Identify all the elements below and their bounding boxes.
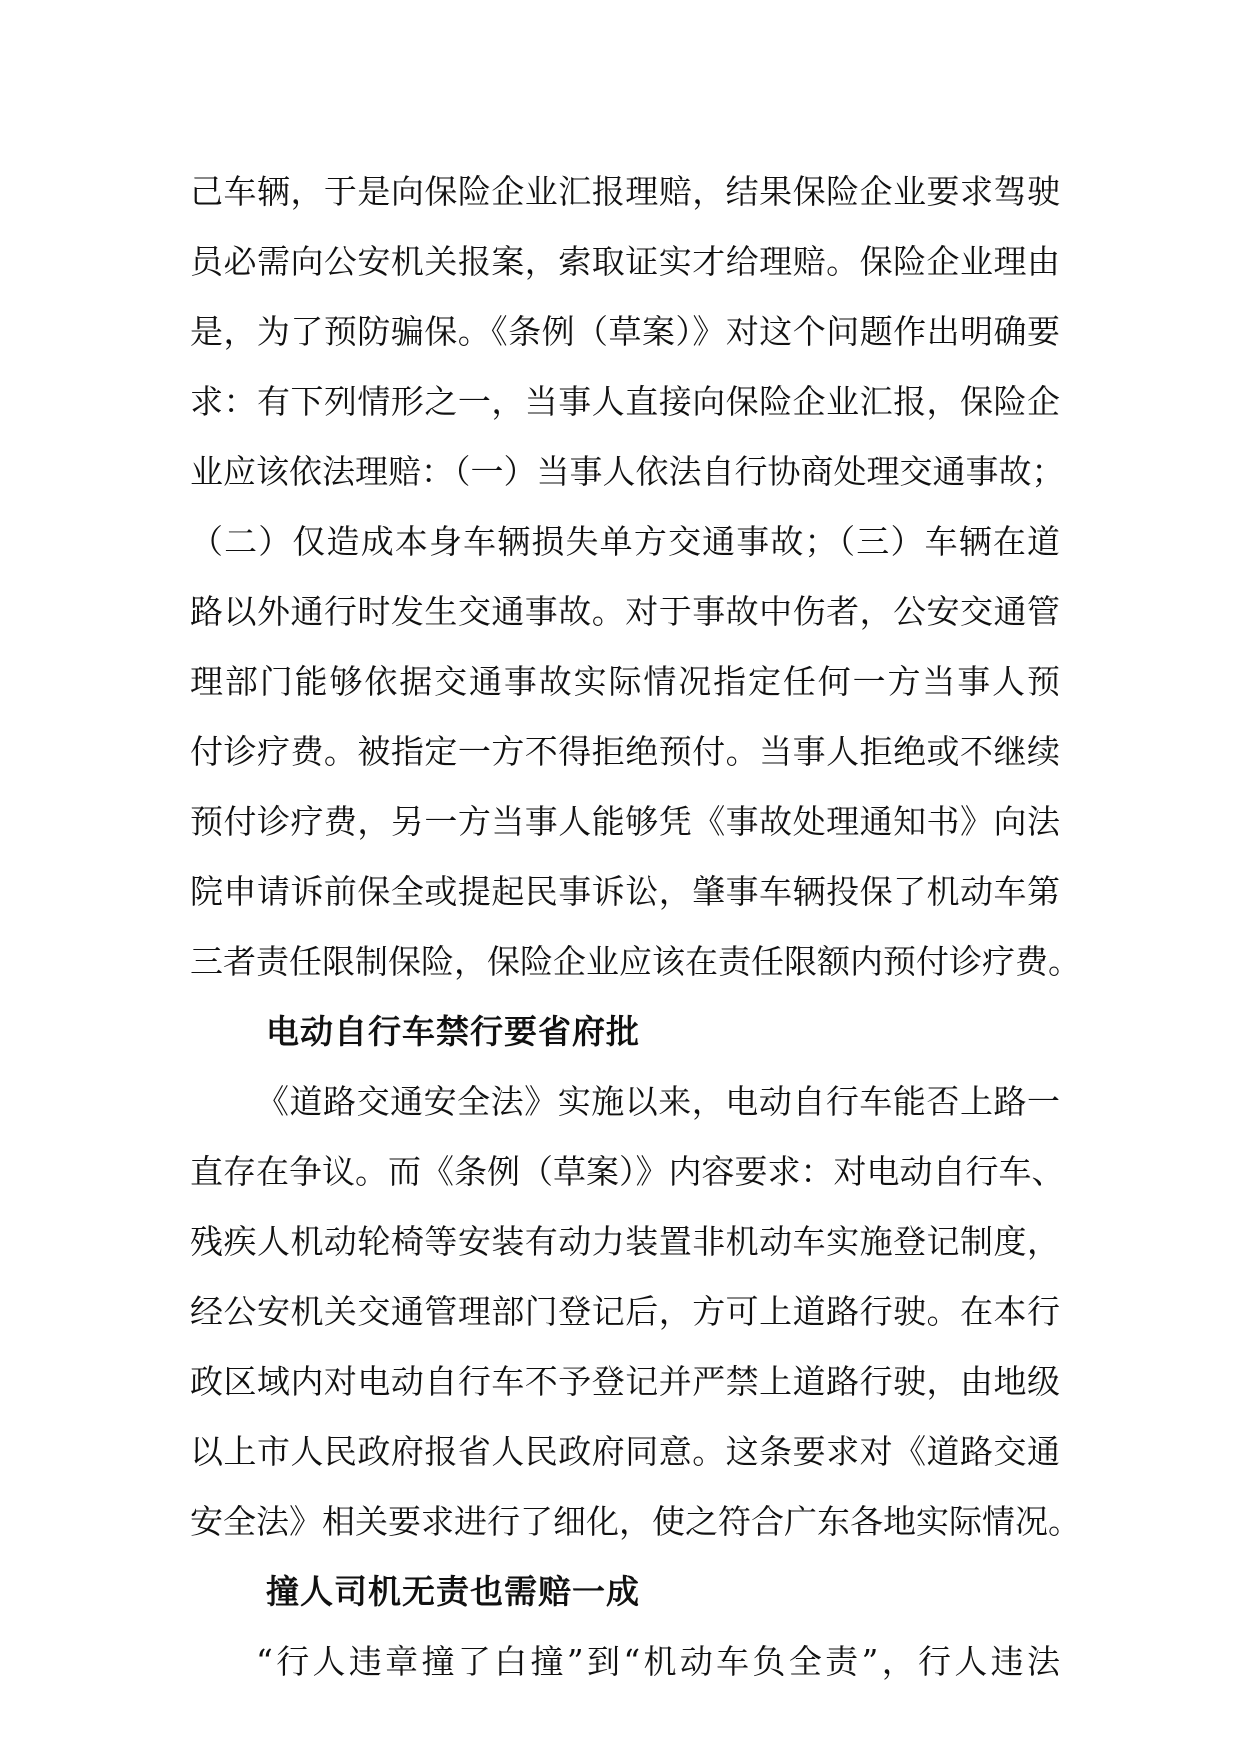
body-line: 安全法》相关要求进行了细化，使之符合广东各地实际情况。	[190, 1502, 1081, 1541]
body-line: 是，为了预防骗保。《条例（草案）》对这个问题作出明确要	[190, 312, 1060, 351]
body-line: 《道路交通安全法》实施以来，电动自行车能否上路一	[256, 1082, 1060, 1121]
body-line: 理部门能够依据交通事故实际情况指定任何一方当事人预	[190, 662, 1060, 701]
body-line: 经公安机关交通管理部门登记后，方可上道路行驶。在本行	[190, 1292, 1060, 1331]
body-line: 员必需向公安机关报案，索取证实才给理赔。保险企业理由	[190, 242, 1060, 281]
body-line: 己车辆，于是向保险企业汇报理赔，结果保险企业要求驾驶	[190, 172, 1060, 211]
body-line: （二）仅造成本身车辆损失单方交通事故；（三）车辆在道	[190, 522, 1060, 561]
section-heading: 电动自行车禁行要省府批	[266, 1012, 640, 1051]
section-heading: 撞人司机无责也需赔一成	[266, 1572, 640, 1611]
body-line: “行人违章撞了白撞”到“机动车负全责”，行人违法	[256, 1642, 1060, 1681]
body-line: 政区域内对电动自行车不予登记并严禁上道路行驶，由地级	[190, 1362, 1060, 1401]
body-line: 业应该依法理赔：（一）当事人依法自行协商处理交通事故；	[190, 452, 1065, 491]
body-line: 院申请诉前保全或提起民事诉讼，肇事车辆投保了机动车第	[190, 872, 1060, 911]
body-line: 预付诊疗费，另一方当事人能够凭《事故处理通知书》向法	[190, 802, 1060, 841]
body-line: 以上市人民政府报省人民政府同意。这条要求对《道路交通	[190, 1432, 1060, 1471]
body-line: 付诊疗费。被指定一方不得拒绝预付。当事人拒绝或不继续	[190, 732, 1060, 771]
body-line: 直存在争议。而《条例（草案）》内容要求：对电动自行车、	[190, 1152, 1065, 1191]
document-body	[190, 157, 1081, 1697]
body-line: 路以外通行时发生交通事故。对于事故中伤者，公安交通管	[190, 592, 1060, 631]
body-line: 残疾人机动轮椅等安装有动力装置非机动车实施登记制度，	[190, 1222, 1060, 1261]
body-line: 求：有下列情形之一，当事人直接向保险企业汇报，保险企	[190, 382, 1060, 421]
body-line: 三者责任限制保险，保险企业应该在责任限额内预付诊疗费。	[190, 942, 1081, 981]
